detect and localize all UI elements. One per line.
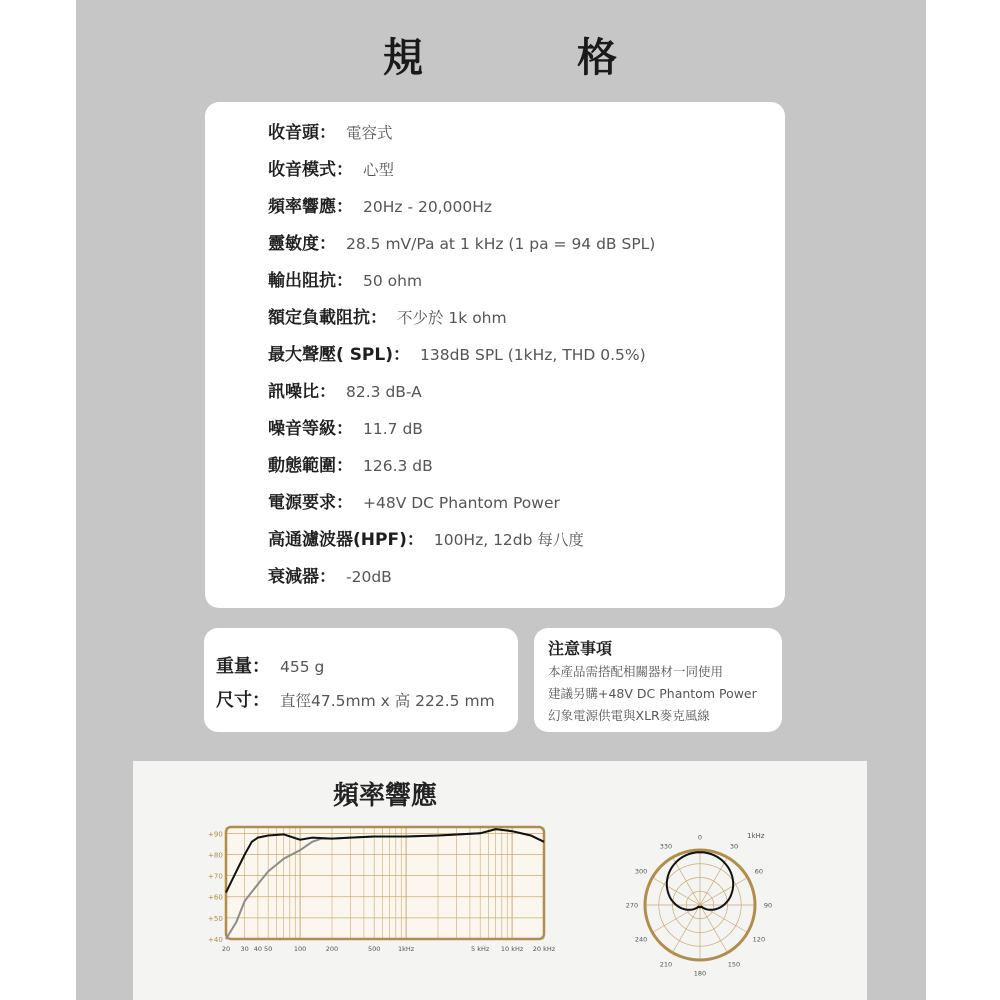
spec-value: 126.3 dB [363,457,433,475]
polar-spoke [673,857,701,905]
physical-spec-card [204,628,518,732]
notes-line: 本產品需搭配相關器材一同使用 [548,664,724,679]
spec-row [268,414,423,439]
spec-value: 心型 [363,161,395,179]
spec-label: 動態範圍： [268,456,353,476]
spec-row [268,192,492,217]
spec-row [268,303,507,328]
spec-value: 11.7 dB [363,420,423,438]
spec-row [268,155,394,180]
spec-value: 82.3 dB-A [346,383,422,401]
spec-label: 電源要求： [268,493,353,513]
spec-value: 20Hz - 20,000Hz [363,198,492,216]
spec-card [205,102,785,608]
spec-row [268,118,393,143]
spec-row [268,266,422,291]
y-tick-label: +40 [208,936,223,944]
polar-angle-label: 240 [634,935,648,944]
y-tick-label: +60 [208,893,223,902]
physical-value: 直徑47.5mm x 高 222.5 mm [280,692,495,710]
spec-label: 靈敏度： [268,234,336,254]
polar-angle-label: 180 [693,969,707,978]
y-tick-label: +80 [208,851,223,860]
spec-label: 噪音等級： [268,419,353,439]
x-tick-label: 40 [253,945,263,953]
polar-angle-label: 120 [752,935,766,944]
polar-angle-label: 0 [697,833,703,842]
physical-label: 重量： [216,656,270,677]
dimensions-row [216,686,495,712]
x-tick-label: 50 [264,945,273,953]
polar-angle-label: 60 [754,867,764,876]
spec-label: 額定負載阻抗： [268,308,387,328]
x-tick-label: 500 [367,945,381,953]
y-tick-label: +90 [208,830,223,839]
spec-label: 高通濾波器(HPF)： [268,530,424,550]
spec-value: 100Hz, 12db 每八度 [433,531,584,549]
polar-angle-label: 270 [625,901,639,910]
spec-label: 輸出阻抗： [268,271,353,291]
spec-value: 138dB SPL (1kHz, THD 0.5%) [420,346,646,364]
spec-label: 衰減器： [268,567,336,587]
polar-spoke [700,857,728,905]
notes-line: 建議另購+48V DC Phantom Power [548,686,757,701]
polar-spoke [700,905,728,953]
spec-label: 收音模式： [268,160,353,180]
spec-label: 訊噪比： [268,382,336,402]
physical-value: 455 g [280,658,325,676]
spec-label: 最大聲壓( SPL)： [268,345,410,365]
spec-row [268,229,655,254]
polar-angle-label: 330 [659,842,673,851]
polar-pattern-chart [133,761,867,1000]
polar-spoke [673,905,701,953]
polar-frequency-label: 1kHz [747,832,765,840]
frequency-response-title: 頻率響應 [333,781,438,811]
polar-angle-label: 300 [634,867,648,876]
physical-label: 尺寸： [216,690,270,711]
polar-angle-label: 210 [659,960,673,969]
spec-row [268,488,560,513]
frequency-response-panel [133,761,867,1000]
polar-angle-label: 90 [763,901,773,910]
spec-row [268,377,422,402]
page-title: 規 格 [383,35,687,81]
notes-card [534,628,782,732]
y-tick-label: +70 [208,872,223,881]
x-tick-label: 5 kHz [471,945,490,953]
x-tick-label: 20 [221,945,231,953]
spec-row [268,451,433,476]
x-tick-label: 100 [293,945,307,953]
polar-spoke [700,878,748,906]
weight-row [216,652,324,678]
spec-row [268,562,392,587]
y-tick-label: +50 [208,914,223,923]
spec-value: +48V DC Phantom Power [363,494,560,512]
spec-value: 50 ohm [363,272,423,290]
spec-row [268,525,584,550]
x-tick-label: 30 [240,945,249,953]
notes-line: 幻象電源供電與XLR麥克風線 [548,708,710,723]
notes-title: 注意事項 [548,639,613,658]
spec-label: 頻率響應： [268,197,353,217]
x-tick-label: 1kHz [397,945,415,953]
polar-spoke [652,878,700,906]
spec-value: 電容式 [346,124,393,142]
x-tick-label: 10 kHz [500,945,524,953]
spec-value: 不少於 1k ohm [397,309,507,327]
spec-value: 28.5 mV/Pa at 1 kHz (1 pa = 94 dB SPL) [346,235,656,253]
spec-row [268,340,646,365]
x-tick-label: 20 kHz [532,945,556,953]
polar-angle-label: 30 [729,842,739,851]
spec-value: -20dB [346,568,392,586]
x-tick-label: 200 [325,945,339,953]
spec-label: 收音頭： [268,123,336,143]
polar-angle-label: 150 [727,960,741,969]
